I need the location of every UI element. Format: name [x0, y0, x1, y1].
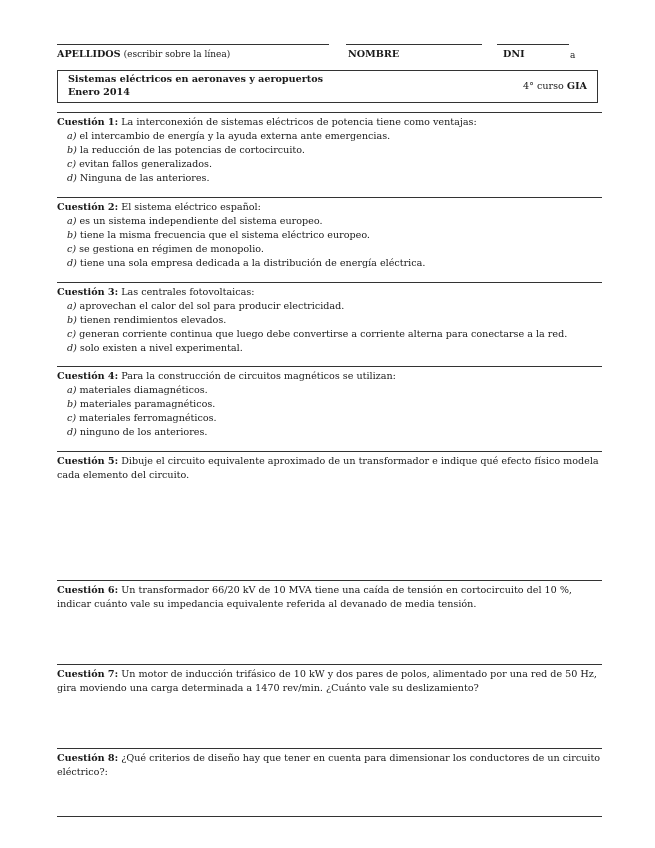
apellidos-label: APELLIDOS [57, 49, 121, 60]
question-label: Cuestión 4: [57, 371, 119, 382]
question-label: Cuestión 2: [57, 202, 119, 213]
question-1 [57, 116, 602, 186]
option-d[interactable] [57, 426, 602, 440]
option-b[interactable] [57, 144, 602, 158]
separator-line [57, 580, 602, 581]
option-text: materiales ferromagnéticos. [79, 413, 217, 424]
apellidos-hint: (escribir sobre la línea) [123, 50, 231, 60]
option-b[interactable] [57, 314, 602, 328]
question-text: Un transformador 66/20 kV de 10 MVA tiene una caída de tensión en cortocircuito del 10 %, indicar cuánto vale su impedancia equivalente referida al devanado de media tensión. [57, 585, 572, 610]
option-a[interactable] [57, 215, 602, 229]
question-stem [57, 752, 602, 780]
separator-line [57, 451, 602, 452]
option-text: el intercambio de energía y la ayuda externa ante emergencias. [79, 131, 391, 142]
question-stem [57, 286, 602, 300]
option-b[interactable] [57, 398, 602, 412]
separator-line [57, 366, 602, 367]
question-stem [57, 370, 602, 384]
course-label [523, 80, 587, 93]
question-label: Cuestión 8: [57, 753, 119, 764]
option-a[interactable] [57, 384, 602, 398]
question-text: ¿Qué criterios de diseño hay que tener en cuenta para dimensionar los conductores de un circuito eléctrico?: [57, 753, 601, 778]
exam-date: Enero 2014 [68, 87, 130, 98]
answer-area-5[interactable] [57, 486, 602, 576]
option-letter: c) [67, 159, 77, 170]
dni-label: DNI [503, 49, 525, 60]
option-text: es un sistema independiente del sistema europeo. [79, 216, 323, 227]
exam-info-box [57, 70, 598, 103]
question-label: Cuestión 6: [57, 585, 119, 596]
answer-area-7[interactable] [57, 698, 602, 744]
option-a[interactable] [57, 300, 602, 314]
option-letter: c) [67, 329, 77, 340]
option-letter: a) [67, 385, 77, 396]
question-7 [57, 668, 602, 696]
separator-line [57, 664, 602, 665]
option-letter: b) [67, 230, 77, 241]
option-text: solo existen a nivel experimental. [79, 343, 243, 354]
question-text: La interconexión de sistemas eléctricos de potencia tiene como ventajas: [121, 117, 477, 128]
question-8 [57, 752, 602, 780]
option-c[interactable] [57, 158, 602, 172]
nombre-line[interactable] [346, 44, 482, 45]
apellidos-line[interactable] [57, 44, 329, 45]
question-stem [57, 584, 602, 612]
option-text: se gestiona en régimen de monopolio. [79, 244, 264, 255]
option-text: tiene la misma frecuencia que el sistema eléctrico europeo. [79, 230, 370, 241]
question-5 [57, 455, 602, 483]
option-letter: a) [67, 131, 77, 142]
separator-line [57, 748, 602, 749]
option-b[interactable] [57, 229, 602, 243]
question-text: El sistema eléctrico español: [121, 202, 261, 213]
option-c[interactable] [57, 243, 602, 257]
course-code: GIA [566, 81, 587, 92]
option-letter: b) [67, 399, 77, 410]
separator-line [57, 112, 602, 113]
option-a[interactable] [57, 130, 602, 144]
option-text: generan corriente continua que luego debe convertirse a corriente alterna para conectarse a la red. [79, 329, 568, 340]
exam-title: Sistemas eléctricos en aeronaves y aeropuertos [68, 74, 323, 85]
option-d[interactable] [57, 342, 602, 356]
question-text: Un motor de inducción trifásico de 10 kW y dos pares de polos, alimentado por una red de 50 Hz, gira moviendo una carga determinada a 1470 rev/min. ¿Cuánto vale su deslizamiento? [57, 669, 597, 694]
option-text: tiene una sola empresa dedicada a la distribución de energía eléctrica. [79, 258, 426, 269]
question-stem [57, 201, 602, 215]
separator-line [57, 282, 602, 283]
answer-area-8[interactable] [57, 782, 602, 812]
option-letter: b) [67, 315, 77, 326]
answer-area-6[interactable] [57, 614, 602, 660]
option-text: materiales paramagnéticos. [79, 399, 216, 410]
option-letter: c) [67, 244, 77, 255]
question-stem [57, 116, 602, 130]
dni-line[interactable] [497, 44, 569, 45]
question-label: Cuestión 1: [57, 117, 119, 128]
question-label: Cuestión 3: [57, 287, 119, 298]
question-label: Cuestión 5: [57, 456, 119, 467]
question-2 [57, 201, 602, 271]
option-letter: d) [67, 258, 77, 269]
question-4 [57, 370, 602, 440]
question-text: Para la construcción de circuitos magnéticos se utilizan: [121, 371, 396, 382]
option-text: Ninguna de las anteriores. [79, 173, 210, 184]
option-letter: c) [67, 413, 77, 424]
option-c[interactable] [57, 328, 602, 342]
option-text: evitan fallos generalizados. [79, 159, 213, 170]
option-d[interactable] [57, 172, 602, 186]
question-6 [57, 584, 602, 612]
option-text: ninguno de los anteriores. [79, 427, 208, 438]
course-prefix: 4° curso [523, 81, 564, 92]
option-d[interactable] [57, 257, 602, 271]
dni-suffix: a [570, 51, 576, 61]
apellidos-field-label [57, 48, 230, 62]
option-letter: d) [67, 427, 77, 438]
question-label: Cuestión 7: [57, 669, 119, 680]
option-c[interactable] [57, 412, 602, 426]
question-stem [57, 668, 602, 696]
separator-line [57, 197, 602, 198]
separator-line [57, 816, 602, 817]
option-text: la reducción de las potencias de cortocircuito. [79, 145, 305, 156]
option-letter: a) [67, 216, 77, 227]
option-letter: d) [67, 173, 77, 184]
option-text: aprovechan el calor del sol para producir electricidad. [79, 301, 345, 312]
option-letter: d) [67, 343, 77, 354]
question-3 [57, 286, 602, 356]
option-letter: a) [67, 301, 77, 312]
question-text: Dibuje el circuito equivalente aproximado de un transformador e indique qué efecto físico modela cada elemento del circuito. [57, 456, 599, 481]
option-text: tienen rendimientos elevados. [79, 315, 227, 326]
question-stem [57, 455, 602, 483]
option-text: materiales diamagnéticos. [79, 385, 208, 396]
option-letter: b) [67, 145, 77, 156]
nombre-label: NOMBRE [348, 49, 400, 60]
question-text: Las centrales fotovoltaicas: [121, 287, 255, 298]
